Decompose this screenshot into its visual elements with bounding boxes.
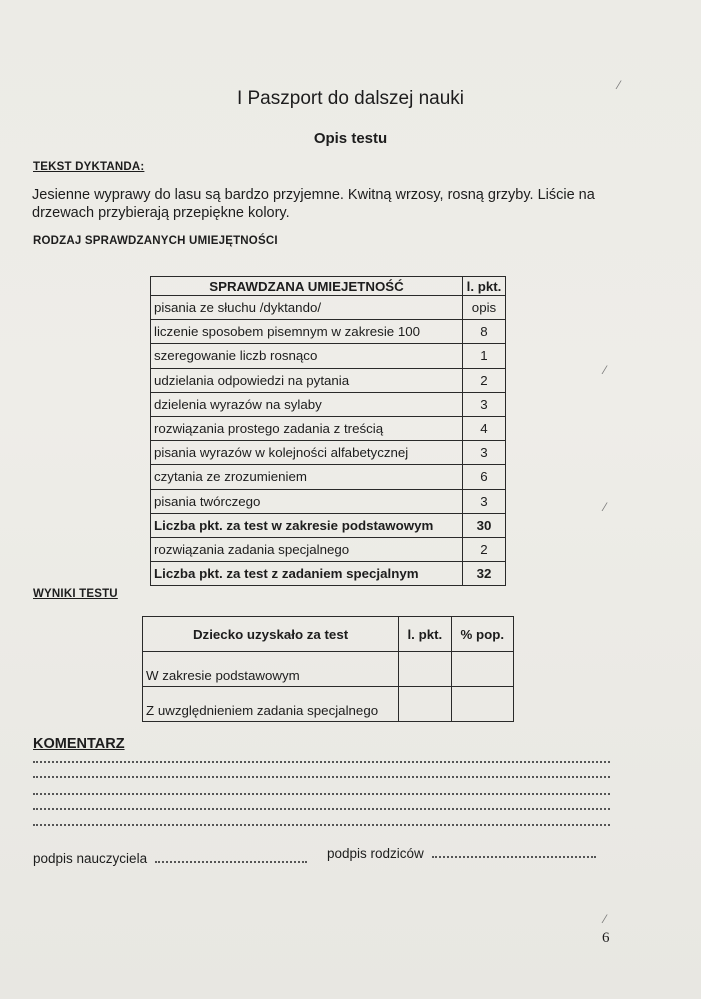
points-cell: 2 <box>463 368 506 392</box>
results-header-child: Dziecko uzyskało za test <box>143 617 399 652</box>
table-row <box>151 416 506 440</box>
dictation-label: TEKST DYKTANDA: <box>33 161 145 173</box>
results-header-points: l. pkt. <box>399 617 451 652</box>
table-row <box>151 392 506 416</box>
results-row-label: W zakresie podstawowym <box>143 652 399 687</box>
skill-cell: czytania ze zrozumieniem <box>151 465 463 489</box>
table-row <box>151 441 506 465</box>
results-section-label: WYNIKI TESTU <box>33 588 118 600</box>
pencil-mark-icon: ⁄ <box>618 78 621 92</box>
results-header-percent: % pop. <box>451 617 513 652</box>
results-header-row <box>143 617 514 652</box>
comment-line[interactable] <box>33 808 610 810</box>
page-title: I Paszport do dalszej nauki <box>236 88 465 109</box>
skills-header-points: l. pkt. <box>463 277 506 296</box>
comment-line[interactable] <box>33 776 610 778</box>
skills-section-label: RODZAJ SPRAWDZANYCH UMIEJĘTNOŚCI <box>33 235 278 247</box>
page-number: 6 <box>602 930 610 946</box>
table-row <box>143 652 514 687</box>
points-cell: 3 <box>463 441 506 465</box>
skill-cell: pisania ze słuchu /dyktando/ <box>151 296 463 320</box>
points-cell: 2 <box>463 537 506 561</box>
points-cell: 3 <box>463 392 506 416</box>
points-cell: 30 <box>463 513 506 537</box>
results-percent-field[interactable] <box>451 687 513 722</box>
comment-line[interactable] <box>33 793 610 795</box>
parents-signature <box>327 846 596 861</box>
skill-cell: szeregowanie liczb rosnąco <box>151 344 463 368</box>
points-cell: 6 <box>463 465 506 489</box>
results-percent-field[interactable] <box>451 652 513 687</box>
teacher-signature <box>33 851 307 866</box>
skills-header-skill: SPRAWDZANA UMIEJETNOŚĆ <box>151 277 463 296</box>
results-points-field[interactable] <box>399 687 451 722</box>
points-cell: 32 <box>463 562 506 586</box>
table-row <box>151 537 506 561</box>
table-row <box>143 687 514 722</box>
page-subtitle: Opis testu <box>313 130 388 147</box>
table-row <box>151 489 506 513</box>
skills-header-row <box>151 277 506 296</box>
points-cell: 1 <box>463 344 506 368</box>
comment-label: KOMENTARZ <box>33 736 125 752</box>
pencil-mark-icon: ⁄ <box>604 500 607 514</box>
points-cell: 8 <box>463 320 506 344</box>
skill-cell: rozwiązania prostego zadania z treścią <box>151 416 463 440</box>
comment-line[interactable] <box>33 761 610 763</box>
total-row <box>151 562 506 586</box>
skill-cell: liczenie sposobem pisemnym w zakresie 100 <box>151 320 463 344</box>
parents-signature-line[interactable] <box>432 856 596 858</box>
table-row <box>151 344 506 368</box>
teacher-signature-label: podpis nauczyciela <box>33 851 148 866</box>
points-cell: 3 <box>463 489 506 513</box>
pencil-mark-icon: ⁄ <box>604 363 607 377</box>
skill-cell: Liczba pkt. za test z zadaniem specjalnym <box>151 562 463 586</box>
skill-cell: Liczba pkt. za test w zakresie podstawowym <box>151 513 463 537</box>
skills-table <box>150 276 506 586</box>
results-row-label: Z uwzględnieniem zadania specjalnego <box>143 687 399 722</box>
results-points-field[interactable] <box>399 652 451 687</box>
subtotal-row <box>151 513 506 537</box>
skill-cell: dzielenia wyrazów na sylaby <box>151 392 463 416</box>
table-row <box>151 296 506 320</box>
skill-cell: rozwiązania zadania specjalnego <box>151 537 463 561</box>
skill-cell: pisania twórczego <box>151 489 463 513</box>
points-cell: opis <box>463 296 506 320</box>
parents-signature-label: podpis rodziców <box>327 846 424 861</box>
points-cell: 4 <box>463 416 506 440</box>
dictation-text: Jesienne wyprawy do lasu są bardzo przyjemne. Kwitną wrzosy, rosną grzyby. Liście na drzewach przybierają przepiękne kolory. <box>32 187 595 221</box>
table-row <box>151 368 506 392</box>
teacher-signature-line[interactable] <box>155 861 307 863</box>
table-row <box>151 320 506 344</box>
skill-cell: pisania wyrazów w kolejności alfabetycznej <box>151 441 463 465</box>
skill-cell: udzielania odpowiedzi na pytania <box>151 368 463 392</box>
results-table <box>142 616 514 722</box>
pencil-mark-icon: ⁄ <box>604 912 607 926</box>
comment-line[interactable] <box>33 824 610 826</box>
table-row <box>151 465 506 489</box>
